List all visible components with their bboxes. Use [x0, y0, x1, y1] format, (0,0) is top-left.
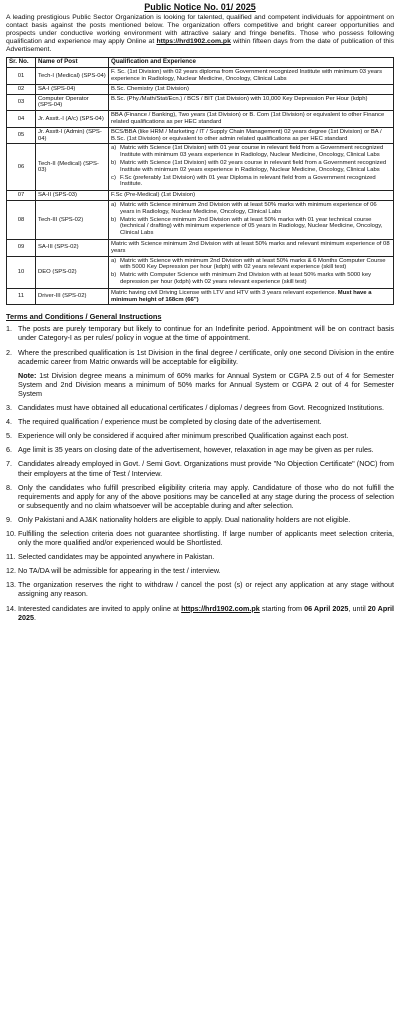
term-item: [6, 459, 394, 477]
table-row: [7, 191, 394, 201]
height-requirement: Must have a minimum height of 168cm (66"): [111, 289, 372, 303]
term-item: [6, 445, 394, 454]
note-text: 1st Division degree means a minimum of 60% marks for Annual System or CGPA 2.5 out of 4 for Semester System and 2nd Division means a minimum of 50% marks for Annual System or CGPA 2 out of 4 for Semester System: [18, 370, 394, 398]
term-number: 10.: [6, 528, 16, 538]
post-name-cell: Tech-III (SPS-02): [36, 201, 109, 240]
option-label: a): [111, 257, 117, 264]
term-row: [6, 483, 394, 510]
sr-no-cell: 11: [7, 288, 36, 305]
term-text: Fulfilling the selection criteria does not guarantee shortlisting. If large number of applicants meet selection criteria, only the more qualified and/or experienced would be Shortlisted.: [18, 528, 394, 548]
sr-no-cell: 08: [7, 201, 36, 240]
intro-tail: within fifteen days from the date of publication of this Advertisement.: [6, 38, 395, 54]
sr-no-cell: 09: [7, 240, 36, 257]
qualification-cell: [109, 127, 394, 144]
table-row: [7, 288, 394, 305]
qualification-cell: [109, 256, 394, 288]
post-name-cell: Driver-III (SPS-02): [36, 288, 109, 305]
post-name-cell: Tech-II (Medical) (SPS-03): [36, 144, 109, 191]
post-name-cell: Jr. Asstt.-I (A/c) (SPS-04): [36, 111, 109, 128]
option-text: Matric with Science minimum 2nd Division with at least 50% marks with 01 year technical course (technical / drafting) with minimum experience of 05 years in Radiology, Nuclear Medicine, Oncology, Clinical Labs: [120, 216, 383, 237]
qualification-option: [111, 160, 391, 174]
header-qualification: Qualification and Experience: [109, 58, 394, 68]
term-item: [6, 566, 394, 575]
option-label: a): [111, 202, 117, 209]
qualification-option: [111, 272, 391, 286]
table-row: [7, 94, 394, 111]
term-number: 11.: [6, 552, 16, 562]
term-row: [6, 566, 394, 575]
post-name-cell: SA-III (SPS-02): [36, 240, 109, 257]
term-row: [6, 445, 394, 454]
qualification-option: [111, 175, 391, 189]
term-row: [6, 403, 394, 412]
term-text: The organization reserves the right to withdraw / cancel the post (s) or reject any application at any stage without assigning any reason.: [18, 580, 394, 599]
term-number: 14.: [6, 603, 16, 613]
sr-no-cell: 10: [7, 256, 36, 288]
term-text: Only Pakistani and AJ&K nationality holders are eligible to apply. Dual nationality holders are not eligible.: [18, 514, 351, 524]
term-text: Selected candidates may be appointed anywhere in Pakistan.: [18, 552, 215, 562]
term-text: [18, 604, 394, 622]
term-item: [6, 529, 394, 547]
qualification-cell: [109, 288, 394, 305]
sr-no-cell: 06: [7, 144, 36, 191]
header-post: Name of Post: [36, 58, 109, 68]
term-text: The posts are purely temporary but likely to continue for an Indefinite period. Appointment will be on contract basis under Category-I as per rules/ policy in vogue at the time of appointment.: [18, 324, 394, 343]
option-text: Matric with Computer Science with minimum 2nd Division with at least 50% marks with 5000 key depression per hour (kdph) with 02 years relevant experience (skill test): [120, 272, 372, 285]
term-text: The required qualification / experience must be completed by closing date of the advertisement.: [18, 417, 322, 427]
qualification-option: [111, 202, 391, 216]
term-item: [6, 604, 394, 622]
term-text: No TA/DA will be admissible for appearing in the test / interview.: [18, 566, 221, 576]
sr-no-cell: 07: [7, 191, 36, 201]
term-number: 9.: [6, 514, 12, 524]
sr-no-cell: 05: [7, 127, 36, 144]
term-number: 6.: [6, 445, 12, 455]
apply-url-link[interactable]: https://hrd1902.com.pk: [156, 38, 231, 46]
qualification-cell: [109, 201, 394, 240]
term-row: [6, 459, 394, 477]
division-note: [6, 371, 394, 398]
term-text: Candidates must have obtained all educational certificates / diplomas / degrees from Govt. Recognized Institutions.: [18, 403, 384, 413]
qualification-option: [111, 217, 391, 237]
term-item: [6, 348, 394, 366]
starting-text: starting from: [261, 603, 302, 613]
term-number: 12.: [6, 566, 16, 576]
term-item: [6, 552, 394, 561]
sr-no-cell: 04: [7, 111, 36, 128]
until-text: , until: [348, 603, 366, 613]
qualification-text: F.Sc (Pre-Medical) (1st Division): [111, 192, 196, 199]
table-row: [7, 201, 394, 240]
qualification-cell: [109, 144, 394, 191]
qualification-text: Matric with Science minimum 2nd Division with at least 50% marks and relevant minimum experience of 08 years: [111, 241, 390, 254]
term-number: 13.: [6, 580, 16, 590]
sr-no-cell: 03: [7, 94, 36, 111]
qualification-cell: [109, 94, 394, 111]
table-row: [7, 256, 394, 288]
header-sr-no: Sr. No.: [7, 58, 36, 68]
option-label: b): [111, 216, 117, 223]
option-text: Matric with Science minimum 2nd Division with at least 50% marks with minimum experience of 06 years in Radiology, Nuclear Medicine, Oncology, Clinical Labs: [120, 202, 377, 215]
option-label: a): [111, 145, 117, 152]
end-period: .: [34, 612, 36, 622]
term-item: [6, 515, 394, 524]
table-row: [7, 111, 394, 128]
notice-title: Public Notice No. 01/ 2025: [144, 2, 256, 12]
term-text: Only the candidates who fulfill prescribed eligibility criteria may apply. Candidature of those who do not fulfill the requirements and apply for any of the above positions may be cancelled at any stage during the process of selection or subsequently and no claim whatsoever will be acceptable during and after selection.: [18, 482, 394, 510]
term-item: [6, 483, 394, 510]
term-text: Experience will only be considered if acquired after minimum prescribed Qualification against each post.: [18, 431, 349, 441]
table-row: [7, 144, 394, 191]
term-number: 2.: [6, 347, 12, 357]
term-row: [6, 417, 394, 426]
option-label: b): [111, 272, 117, 279]
option-text: Matric with Science (1st Division) with 01 year course in relevant field from a Government recognized Institute with minimum 03 years experience in Radiology, Nuclear Medicine, Oncology, Clinical Labs: [120, 145, 384, 159]
term-item: [6, 580, 394, 598]
term-number: 3.: [6, 403, 12, 413]
sr-no-cell: 02: [7, 84, 36, 94]
posts-table: [6, 57, 394, 305]
term-number: 7.: [6, 459, 12, 469]
qualification-option: [111, 145, 391, 159]
post-name-cell: Tech-I (Medical) (SPS-04): [36, 68, 109, 85]
option-text: F.Sc (preferably 1st Division) with 01 year Diploma in relevant field from a Government recognized Institute.: [120, 174, 376, 188]
term-row: [6, 529, 394, 547]
term-row: [6, 324, 394, 342]
term-row: [6, 348, 394, 366]
term-item: [6, 417, 394, 426]
post-name-cell: Jr. Asstt-I (Admin) (SPS-04): [36, 127, 109, 144]
terms-list: [6, 324, 394, 621]
term-number: 8.: [6, 482, 12, 492]
qualification-cell: [109, 191, 394, 201]
term-text: Age limit is 35 years on closing date of the advertisement, however, relaxation in age may be given as per rules.: [18, 445, 374, 455]
qualification-cell: [109, 111, 394, 128]
qualification-text: Matric having civil Driving License with LTV and HTV with 3 years relevant experience.: [111, 289, 337, 296]
table-row: [7, 84, 394, 94]
option-text: Matric with Science with minimum 2nd Division with at least 50% marks & 6 Months Computer Course with 5000 Key Depression per hour (kdph) with 02 years relevant experience (skill test): [120, 257, 386, 271]
qualification-text: B.Sc. Chemistry (1st Division): [111, 85, 189, 92]
post-name-cell: SA-II (SPS-03): [36, 191, 109, 201]
term-item: [6, 431, 394, 440]
qualification-text: F. Sc. (1st Division) with 02 years diploma from Government recognized Institute with minimum 03 years experience in Radiology, Nuclear Medicine, Oncology, Clinical Labs: [111, 69, 383, 83]
post-name-cell: SA-I (SPS-04): [36, 84, 109, 94]
sr-no-cell: 01: [7, 68, 36, 85]
table-header-row: [7, 58, 394, 68]
table-row: [7, 240, 394, 257]
qualification-option: [111, 258, 391, 272]
term-number: 1.: [6, 324, 12, 334]
term-number: 4.: [6, 417, 12, 427]
term-item: [6, 324, 394, 342]
table-row: [7, 68, 394, 85]
table-row: [7, 127, 394, 144]
qualification-cell: [109, 240, 394, 257]
term-number: 5.: [6, 431, 12, 441]
qualification-cell: [109, 68, 394, 85]
qualification-text: B.Sc. (Phy./Math/Stat/Ecn.) / BCS / BIT (1st Division) with 10,000 Key Depression Per Hour (kdph): [111, 95, 368, 102]
post-name-cell: DEO (SPS-02): [36, 256, 109, 288]
option-label: c): [111, 174, 116, 181]
term-row: [6, 580, 394, 598]
terms-title: Terms and Conditions / General Instructions: [6, 312, 162, 322]
qualification-text: BBA (Finance / Banking), Two years (1st Division) or B. Com (1st Division) or equivalent to other Finance related qualifications as per HEC standard: [111, 112, 385, 126]
term-row: [6, 431, 394, 440]
term-row: [6, 604, 394, 622]
option-label: b): [111, 160, 117, 167]
term-text: Candidates already employed in Govt. / Semi Govt. Organizations must provide "No Objection Certificate" (NOC) from their employers at the time of Test / Interview.: [18, 459, 394, 478]
apply-text: Interested candidates are invited to apply online at: [18, 603, 179, 613]
apply-url-link-footer[interactable]: https://hrd1902.com.pk: [181, 603, 260, 613]
qualification-text: BCS/BBA (like HRM / Marketing / IT / Supply Chain Management) 02 years degree (1st Division) or BA / B.Sc. (1st Division) or equivalent to other admin related qualifications as per HEC standard: [111, 128, 382, 142]
term-row: [6, 552, 394, 561]
term-row: [6, 515, 394, 524]
post-name-cell: Computer Operator (SPS-04): [36, 94, 109, 111]
intro-text: A leading prestigious Public Sector Organization is looking for talented, qualified and competent individuals for appointment on contact basis against the posts mentioned below. The organization offers competitive and bright career opportunities and prospects under conductive working environment with attractive salary and fringe benefits. Those who possess following qualification and experience may apply Online at: [6, 14, 394, 46]
option-text: Matric with Science (1st Division) with 02 years course in relevant field from a Government recognized Institute with minimum 02 years experience in Radiology, Nuclear Medicine, Oncology, Clinical Labs: [120, 160, 387, 173]
start-date: 06 April 2025: [304, 603, 349, 613]
notice-intro: [6, 14, 394, 54]
term-item: [6, 403, 394, 412]
term-text: Where the prescribed qualification is 1st Division in the final degree / certificate, only one second Division in the entire academic career from Matric onwards will be acceptable for eligibility.: [18, 347, 394, 366]
end-date: 20 April 2025: [18, 603, 395, 622]
note-label: Note:: [18, 370, 37, 380]
qualification-cell: [109, 84, 394, 94]
